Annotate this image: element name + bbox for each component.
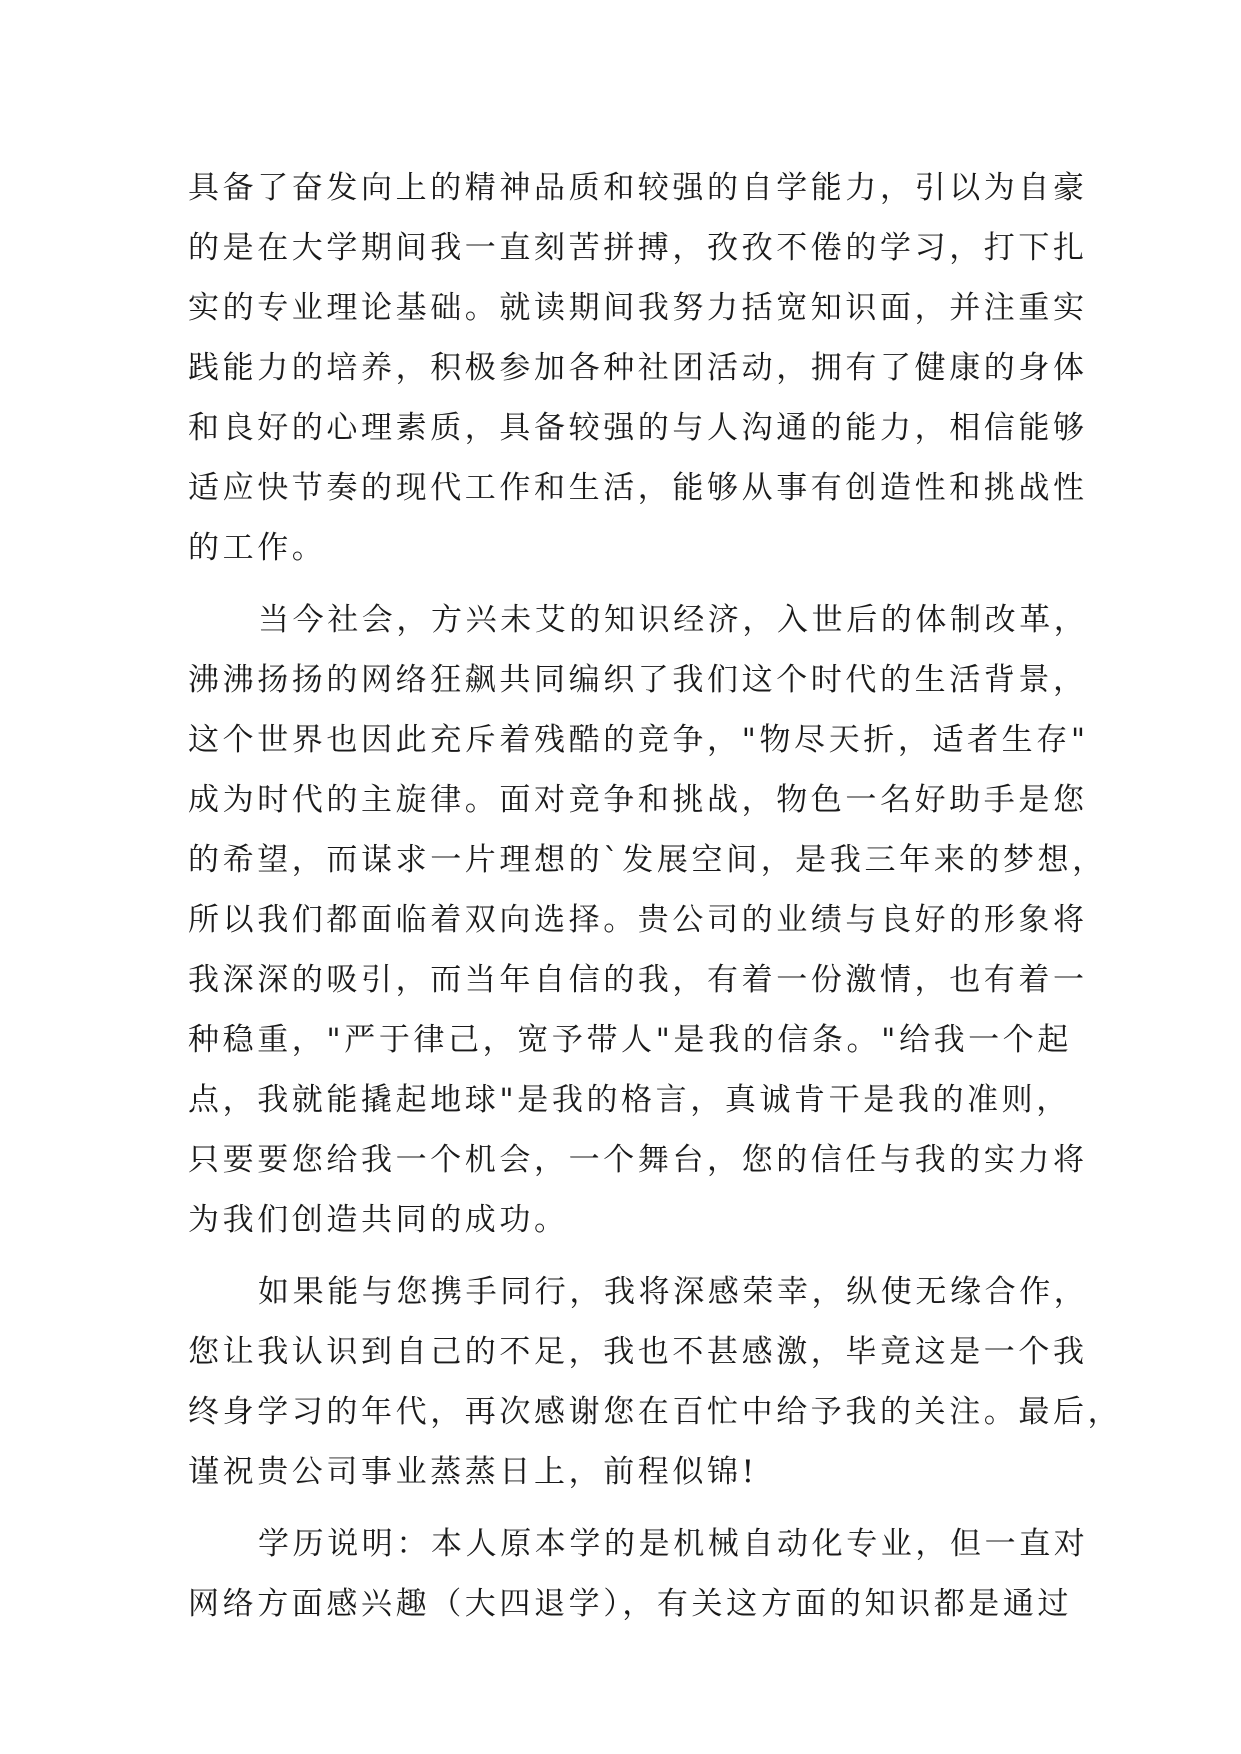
text-line: 和良好的心理素质，具备较强的与人沟通的能力，相信能够 — [188, 410, 1088, 446]
text-line: 的工作。 — [188, 530, 327, 566]
paragraph-first-line: 学历说明：本人原本学的是机械自动化专业，但一直对 — [258, 1526, 1089, 1562]
paragraph-first-line: 当今社会，方兴未艾的知识经济，入世后的体制改革， — [258, 602, 1089, 638]
text-line: 谨祝贵公司事业蒸蒸日上，前程似锦! — [188, 1454, 758, 1490]
text-line: 的是在大学期间我一直刻苦拼搏，孜孜不倦的学习，打下扎 — [188, 230, 1088, 266]
text-line: 践能力的培养，积极参加各种社团活动，拥有了健康的身体 — [188, 350, 1088, 386]
text-line: 终身学习的年代，再次感谢您在百忙中给予我的关注。最后， — [188, 1394, 1123, 1430]
text-line: 这个世界也因此充斥着残酷的竞争，"物尽天折，适者生存" — [188, 722, 1089, 758]
text-line: 的希望，而谋求一片理想的`发展空间，是我三年来的梦想， — [188, 842, 1107, 878]
text-line: 实的专业理论基础。就读期间我努力括宽知识面，并注重实 — [188, 290, 1088, 326]
text-line: 具备了奋发向上的精神品质和较强的自学能力，引以为自豪 — [188, 170, 1088, 206]
text-line: 种稳重，"严于律己，宽予带人"是我的信条。"给我一个起 — [188, 1022, 1072, 1058]
text-line: 所以我们都面临着双向选择。贵公司的业绩与良好的形象将 — [188, 902, 1088, 938]
text-line: 我深深的吸引，而当年自信的我，有着一份激情，也有着一 — [188, 962, 1088, 998]
paragraph-first-line: 如果能与您携手同行，我将深感荣幸，纵使无缘合作， — [258, 1274, 1089, 1310]
text-line: 点，我就能撬起地球"是我的格言，真诚肯干是我的准则， — [188, 1082, 1071, 1118]
text-line: 您让我认识到自己的不足，我也不甚感激，毕竟这是一个我 — [188, 1334, 1088, 1370]
text-line: 只要要您给我一个机会，一个舞台，您的信任与我的实力将 — [188, 1142, 1088, 1178]
text-line: 沸沸扬扬的网络狂飙共同编织了我们这个时代的生活背景， — [188, 662, 1088, 698]
text-line: 网络方面感兴趣（大四退学），有关这方面的知识都是通过 — [188, 1586, 1073, 1622]
text-line: 适应快节奏的现代工作和生活，能够从事有创造性和挑战性 — [188, 470, 1088, 506]
text-line: 成为时代的主旋律。面对竞争和挑战，物色一名好助手是您 — [188, 782, 1088, 818]
text-line: 为我们创造共同的成功。 — [188, 1202, 569, 1238]
